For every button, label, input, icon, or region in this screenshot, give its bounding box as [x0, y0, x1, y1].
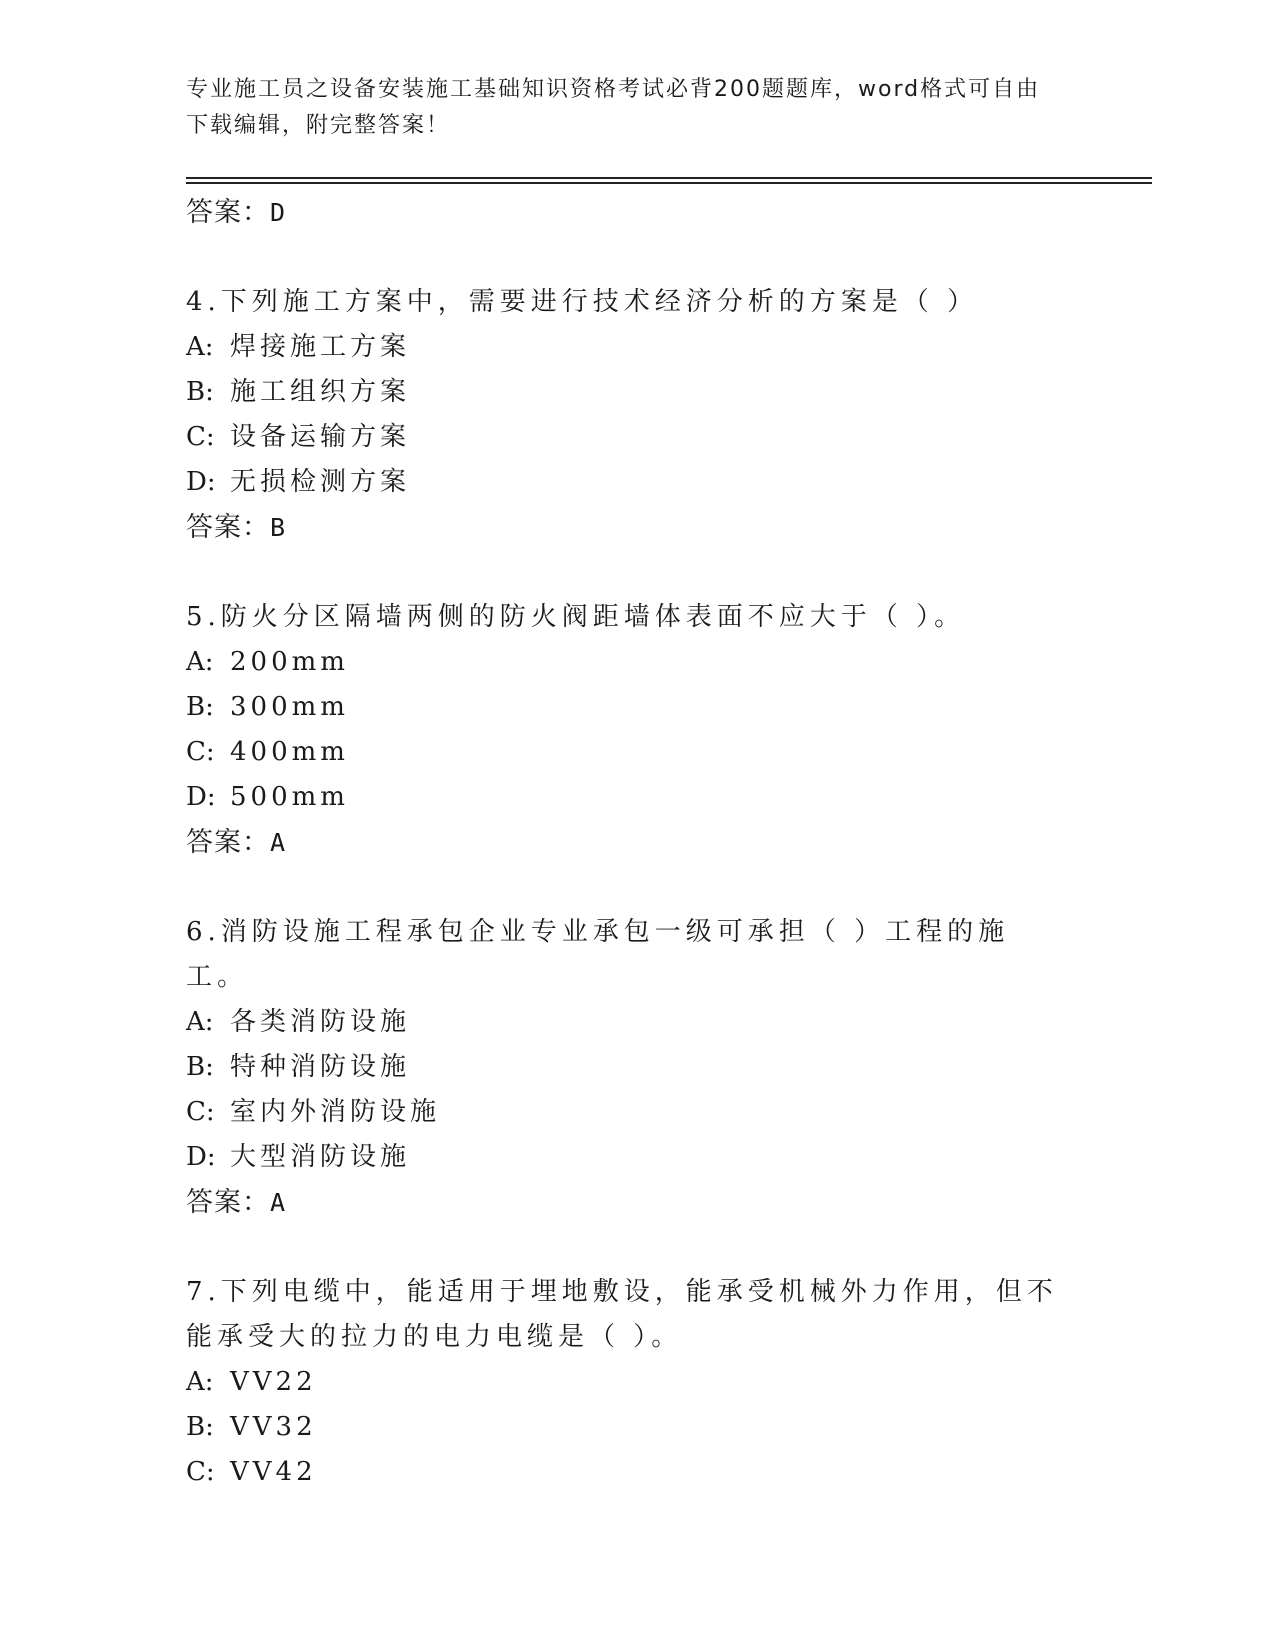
option-label: D: [186, 782, 216, 812]
answer-line [186, 505, 1086, 551]
header-divider-top [186, 177, 1152, 179]
option-label: C: [186, 1097, 215, 1127]
header-line-1: 专业施工员之设备安装施工基础知识资格考试必背200题题库，word格式可自由 [186, 77, 1041, 102]
answer-value: B [270, 513, 287, 542]
option-label: C: [186, 1457, 215, 1487]
option-text: 大型消防设施 [230, 1142, 411, 1172]
option-label: A: [186, 647, 214, 677]
option-label: B: [186, 1412, 214, 1442]
question-stem: 6.消防设施工程承包企业专业承包一级可承担（ ）工程的施工。 [186, 917, 1010, 992]
option-a [186, 325, 1086, 370]
option-text: 无损检测方案 [230, 467, 411, 497]
answer-prefix: 答案： [186, 827, 270, 858]
option-a [186, 640, 1086, 685]
option-d [186, 1135, 1086, 1180]
option-label: A: [186, 332, 214, 362]
header-line-2: 下载编辑，附完整答案！ [186, 113, 451, 138]
option-text: VV22 [230, 1367, 317, 1397]
option-text: 200mm [230, 647, 349, 677]
question-stem: 4.下列施工方案中，需要进行技术经济分析的方案是（ ） [186, 287, 979, 317]
answer-line [186, 1180, 1086, 1226]
option-a [186, 1360, 1086, 1405]
option-d [186, 460, 1086, 505]
option-text: 施工组织方案 [230, 377, 411, 407]
option-c [186, 415, 1086, 460]
option-text: 500mm [230, 782, 349, 812]
option-text: 焊接施工方案 [230, 332, 411, 362]
question-stem: 7.下列电缆中，能适用于埋地敷设，能承受机械外力作用，但不能承受大的拉力的电力电缆是（ ）。 [186, 1277, 1058, 1352]
answer-prefix: 答案： [186, 197, 270, 228]
answer-value: A [270, 1188, 287, 1217]
question-stem: 5.防火分区隔墙两侧的防火阀距墙体表面不应大于（ ）。 [186, 602, 966, 632]
option-b [186, 685, 1086, 730]
option-b [186, 1405, 1086, 1450]
answer-prefix: 答案： [186, 1187, 270, 1218]
option-text: 300mm [230, 692, 349, 722]
option-label: C: [186, 737, 215, 767]
option-text: VV42 [230, 1457, 317, 1487]
option-text: 特种消防设施 [230, 1052, 411, 1082]
option-text: 400mm [230, 737, 349, 767]
question-item [186, 280, 1086, 551]
option-c [186, 730, 1086, 775]
question-list [186, 190, 1086, 1495]
answer-value: D [270, 198, 287, 227]
answer-prefix: 答案： [186, 512, 270, 543]
option-label: D: [186, 1142, 216, 1172]
answer-line [186, 190, 1086, 236]
option-text: 各类消防设施 [230, 1007, 411, 1037]
answer-line [186, 820, 1086, 866]
question-item [186, 1270, 1086, 1495]
option-text: 室内外消防设施 [230, 1097, 441, 1127]
option-b [186, 1045, 1086, 1090]
option-label: B: [186, 377, 214, 407]
option-label: B: [186, 1052, 214, 1082]
document-header [186, 72, 1066, 144]
option-label: A: [186, 1007, 214, 1037]
answer-value: A [270, 828, 287, 857]
question-item [186, 910, 1086, 1226]
question-item [186, 595, 1086, 866]
option-c [186, 1090, 1086, 1135]
option-label: A: [186, 1367, 214, 1397]
option-label: C: [186, 422, 215, 452]
option-a [186, 1000, 1086, 1045]
option-text: 设备运输方案 [230, 422, 411, 452]
option-c [186, 1450, 1086, 1495]
option-d [186, 775, 1086, 820]
option-label: B: [186, 692, 214, 722]
option-b [186, 370, 1086, 415]
header-divider-bottom [186, 182, 1152, 184]
option-text: VV32 [230, 1412, 317, 1442]
option-label: D: [186, 467, 216, 497]
